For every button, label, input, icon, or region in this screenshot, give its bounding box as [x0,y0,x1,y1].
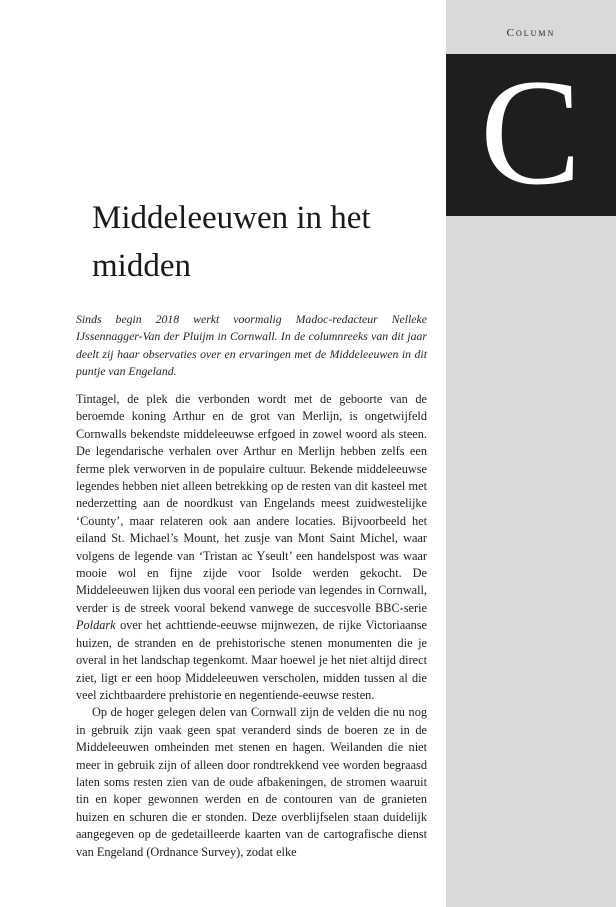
series-title: Poldark [76,618,116,633]
initial-block [446,54,616,216]
initial-letter: C [480,54,582,216]
section-label: Column [506,27,556,39]
paragraph-1-text-a: Tintagel, de plek die verbonden wordt met de geboorte van de beroemde koning Arthur en de grot van Merlijn, is ongetwijfeld Cornwalls bekendste middeleeuwse erfgoed in zowel woord als steen. De legendarische verhalen over Arthur en Merlijn hebben zelfs een ferme plek verworven in de populaire cultuur. Bekende middeleeuwse legendes hebben niet alleen betrekking op de resten van dit kasteel met nederzetting aan de noordkust van Engelands meest zuidwestelijke ‘County’, maar relateren ook aan andere locaties. Bijvoorbeeld het eiland St. Michael’s Mount, het zusje van Mont Saint Michel, waar volgens de legende van ‘Tristan ac Yseult’ een handelspost was waar mooie wol en fijne zijde voor Isolde werden gekocht. De Middeleeuwen lijken dus vooral een periode van legendes in Cornwall, verder is de streek vooral bekend vanwege de succesvolle BBC-serie [76,392,427,615]
article-title: Middeleeuwen in het midden [92,200,371,284]
paragraph-2: Op de hoger gelegen delen van Cornwall zijn de velden die nu nog in gebruik zijn vaak geen spat veranderd sinds de boeren ze in de Middeleeuwen omheinden met stenen en hagen. Weilanden die niet meer in gebruik zijn of alleen door rondtrekkend vee worden begraasd laten soms resten zien van de oude afbakeningen, de stromen waaruit tin en koper gewonnen werden en de contouren van de granieten huizen en schuren die er stonden. Deze overblijfselen staan duidelijk aangegeven op de gedetailleerde kaarten van de cartografische dienst van Engeland (Ordnance Survey), zodat elke [76,705,427,859]
paragraph-1 [76,391,427,704]
article-body [76,391,427,861]
article-lead: Sinds begin 2018 werkt voormalig Madoc-redacteur Nelleke IJssennagger-Van der Pluijm in Cornwall. In de columnreeks van dit jaar deelt zij haar observaties over en ervaringen met de Middeleeuwen in dit puntje van Engeland. [76,312,427,379]
paragraph-1-text-b: over het achttiende-eeuwse mijnwezen, de rijke Victoriaanse huizen, de stranden en de prehistorische stenen monumenten die je overal in het landschap tegenkomt. Maar hoewel je het niet altijd direct ziet, ligt er een hoop Middeleeuwen verscholen, midden tussen al die veel zichtbaardere prehistorie en negentiende-eeuwse resten. [76,618,427,702]
sidebar [446,0,616,907]
